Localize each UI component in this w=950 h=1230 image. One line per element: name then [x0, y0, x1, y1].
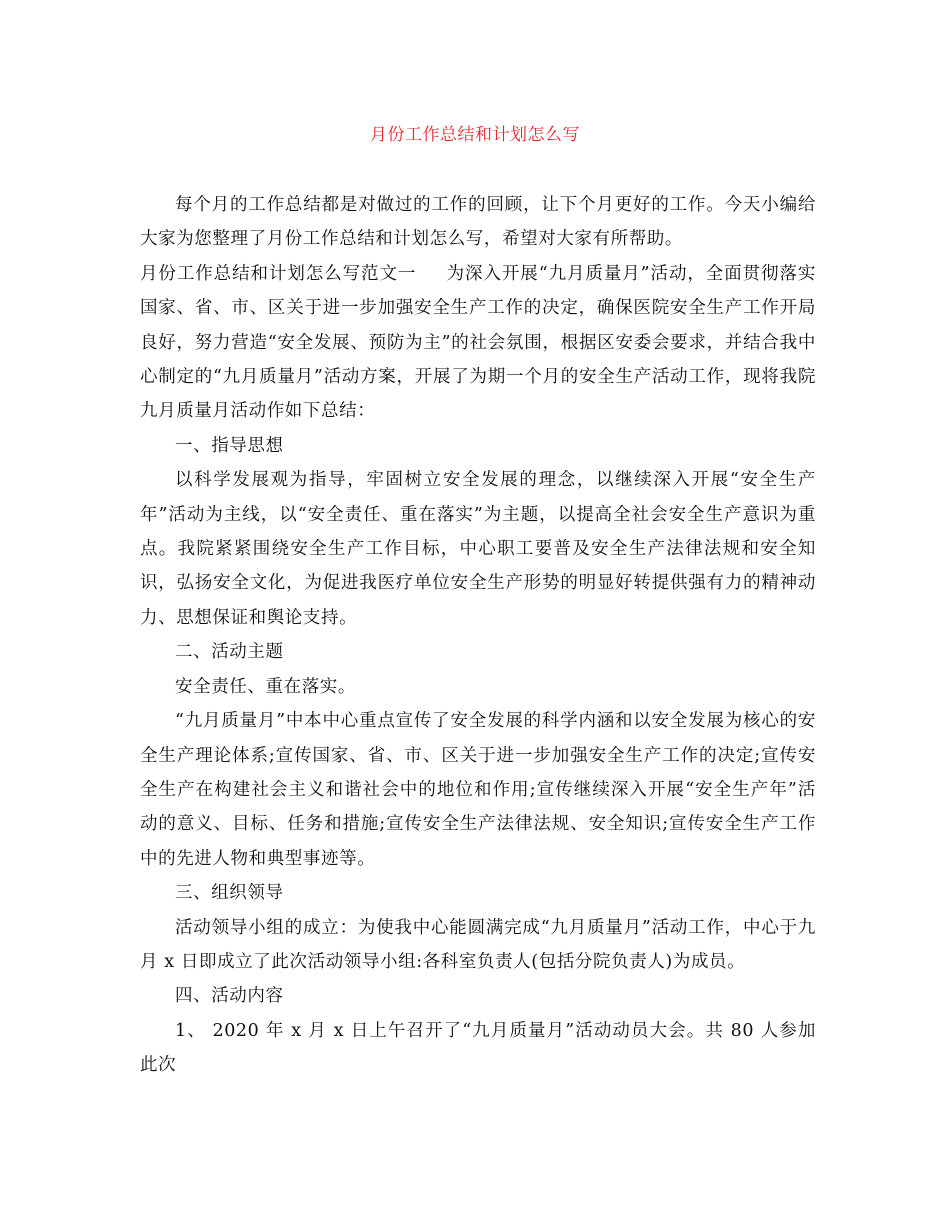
section-heading-2: 二、活动主题 — [175, 642, 284, 663]
section-body-3: 活动领导小组的成立：为使我中心能圆满完成“九月质量月”活动工作，中心于九月 x 日即成立了此次活动领导小组:各科室负责人(包括分院负责人)为成员。 — [140, 917, 816, 972]
section-heading-4: 四、活动内容 — [175, 986, 284, 1007]
section-body-2b: “九月质量月”中本中心重点宣传了安全发展的科学内涵和以安全发展为核心的安全生产理论体系;宣传国家、省、市、区关于进一步加强安全生产工作的决定;宣传安全生产在构建社会主义和谐社会中的地位和作用;宣传继续深入开展“安全生产年”活动的意义、目标、任务和措施;宣传安全生产法律法规、安全知识;宣传安全生产工作中的先进人物和典型事迹等。 — [140, 711, 816, 869]
section-body-2a: 安全责任、重在落实。 — [175, 676, 356, 697]
example-body: 为深入开展“九月质量月”活动，全面贯彻落实国家、省、市、区关于进一步加强安全生产工作的决定，确保医院安全生产工作开局良好，努力营造“安全发展、预防为主”的社会氛围，根据区安委会要求，并结合我中心制定的“九月质量月”活动方案，开展了为期一个月的安全生产活动工作，现将我院九月质量月活动作如下总结： — [140, 263, 816, 422]
section-heading-3: 三、组织领导 — [175, 883, 284, 904]
intro-paragraph: 每个月的工作总结都是对做过的工作的回顾，让下个月更好的工作。今天小编给大家为您整理了月份工作总结和计划怎么写，希望对大家有所帮助。 — [140, 195, 816, 250]
section-heading-1: 一、指导思想 — [175, 435, 284, 456]
example-paragraph — [140, 257, 816, 429]
section-body-4: 1、 2020 年 x 月 x 日上午召开了“九月质量月”活动动员大会。共 80 人参加此次 — [140, 1020, 816, 1076]
section-body-1: 以科学发展观为指导，牢固树立安全发展的理念，以继续深入开展“安全生产年”活动为主线，以“安全责任、重在落实”为主题，以提高全社会安全生产意识为重点。我院紧紧围绕安全生产工作目标，中心职工要普及安全生产法律法规和安全知识，弘扬安全文化，为促进我医疗单位安全生产形势的明显好转提供强有力的精神动力、思想保证和舆论支持。 — [140, 470, 816, 628]
document-title: 月份工作总结和计划怎么写 — [370, 125, 580, 145]
example-heading: 月份工作总结和计划怎么写范文一 — [140, 263, 417, 284]
document-body — [140, 188, 816, 1083]
